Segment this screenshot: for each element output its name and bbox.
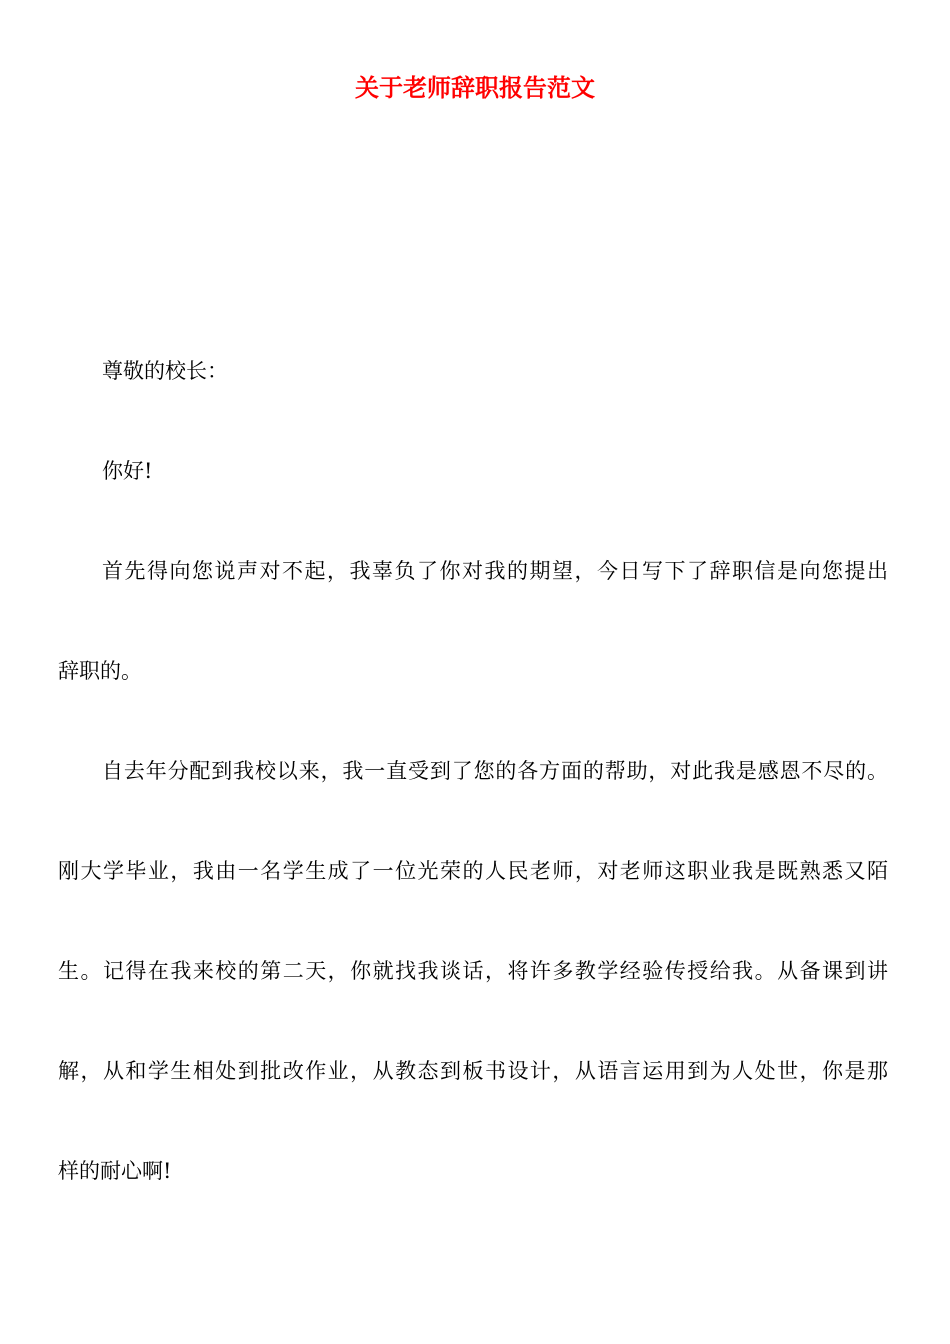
document-title: 关于老师辞职报告范文 (355, 74, 595, 102)
paragraph-2-line-3: 生。记得在我来校的第二天，你就找我谈话，将许多教学经验传授给我。从备课到讲 (58, 959, 888, 983)
paragraph-2-line-2: 刚大学毕业，我由一名学生成了一位光荣的人民老师，对老师这职业我是既熟悉又陌 (58, 859, 888, 883)
paragraph-2-line-1: 自去年分配到我校以来，我一直受到了您的各方面的帮助，对此我是感恩不尽的。 (102, 759, 888, 783)
paragraph-1-line-2: 辞职的。 (58, 659, 142, 683)
paragraph-2-line-5: 样的耐心啊! (58, 1159, 172, 1183)
greeting: 你好! (102, 459, 153, 483)
salutation: 尊敬的校长： (102, 359, 228, 383)
paragraph-1-line-1: 首先得向您说声对不起，我辜负了你对我的期望，今日写下了辞职信是向您提出 (102, 559, 888, 583)
paragraph-2-line-4: 解，从和学生相处到批改作业，从教态到板书设计，从语言运用到为人处世，你是那 (58, 1059, 888, 1083)
